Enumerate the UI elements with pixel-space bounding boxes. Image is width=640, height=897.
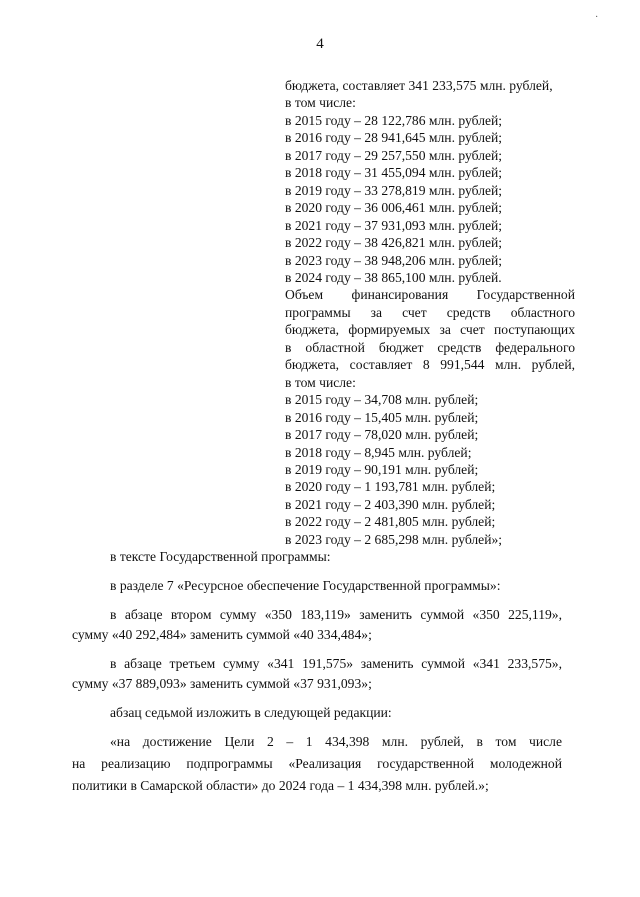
quoted-paragraph: «на достижение Цели 2 – 1 434,398 млн. рублей, в том числе: [110, 734, 562, 749]
page-number: 4: [316, 36, 324, 52]
paragraph-continuation: сумму «40 292,484» заменить суммой «40 334,484»;: [72, 627, 372, 642]
funding-line: в 2022 году – 38 426,821 млн. рублей;: [285, 235, 503, 251]
funding-line: в 2015 году – 34,708 млн. рублей;: [285, 392, 479, 408]
paragraph: в абзаце втором сумму «350 183,119» заменить суммой «350 225,119»,: [110, 607, 562, 622]
paragraph-continuation: сумму «37 889,093» заменить суммой «37 931,093»;: [72, 676, 372, 691]
funding-table-block: [285, 77, 575, 548]
funding-line: в 2016 году – 15,405 млн. рублей;: [285, 409, 479, 425]
funding-line: в 2015 году – 28 122,786 млн. рублей;: [285, 112, 503, 128]
funding-line: в 2023 году – 2 685,298 млн. рублей»;: [285, 531, 503, 547]
funding-line: бюджета, формируемых за счет поступающих: [285, 322, 575, 338]
funding-line: в областной бюджет средств федерального: [285, 339, 575, 355]
quoted-paragraph-continuation: политики в Самарской области» до 2024 года – 1 434,398 млн. рублей.»;: [72, 778, 489, 793]
funding-line: в 2018 году – 8,945 млн. рублей;: [285, 444, 472, 460]
funding-line: бюджета, составляет 341 233,575 млн. рублей,: [285, 78, 553, 93]
funding-line: в 2023 году – 38 948,206 млн. рублей;: [285, 252, 503, 268]
funding-line: в том числе:: [285, 95, 356, 111]
funding-line: в 2016 году – 28 941,645 млн. рублей;: [285, 130, 503, 146]
funding-line: в 2024 году – 38 865,100 млн. рублей.: [285, 269, 502, 285]
funding-line: в 2020 году – 1 193,781 млн. рублей;: [285, 479, 496, 495]
funding-line: Объем финансирования Государственной: [285, 287, 575, 303]
funding-line: программы за счет средств областного: [285, 304, 575, 320]
funding-line: в 2017 году – 29 257,550 млн. рублей;: [285, 147, 503, 163]
funding-line: бюджета, составляет 8 991,544 млн. рублей,: [285, 357, 575, 373]
funding-line: в 2021 году – 2 403,390 млн. рублей;: [285, 496, 496, 512]
quoted-paragraph-continuation: на реализацию подпрограммы «Реализация государственной молодежной: [72, 756, 562, 771]
paragraph: в тексте Государственной программы:: [110, 549, 331, 564]
corner-mark: ·: [595, 12, 599, 23]
funding-line: в 2017 году – 78,020 млн. рублей;: [285, 427, 479, 443]
paragraph: в разделе 7 «Ресурсное обеспечение Государственной программы»:: [110, 578, 501, 593]
funding-line: в 2019 году – 33 278,819 млн. рублей;: [285, 182, 503, 198]
funding-line: в 2020 году – 36 006,461 млн. рублей;: [285, 200, 503, 216]
funding-line: в 2022 году – 2 481,805 млн. рублей;: [285, 514, 496, 530]
amendment-text: [72, 548, 562, 795]
funding-line: в 2021 году – 37 931,093 млн. рублей;: [285, 217, 503, 233]
funding-line: в 2018 году – 31 455,094 млн. рублей;: [285, 165, 503, 181]
funding-line: в том числе:: [285, 374, 356, 390]
funding-line: в 2019 году – 90,191 млн. рублей;: [285, 461, 479, 477]
paragraph: в абзаце третьем сумму «341 191,575» заменить суммой «341 233,575»,: [110, 656, 562, 671]
paragraph: абзац седьмой изложить в следующей редакции:: [110, 705, 392, 720]
